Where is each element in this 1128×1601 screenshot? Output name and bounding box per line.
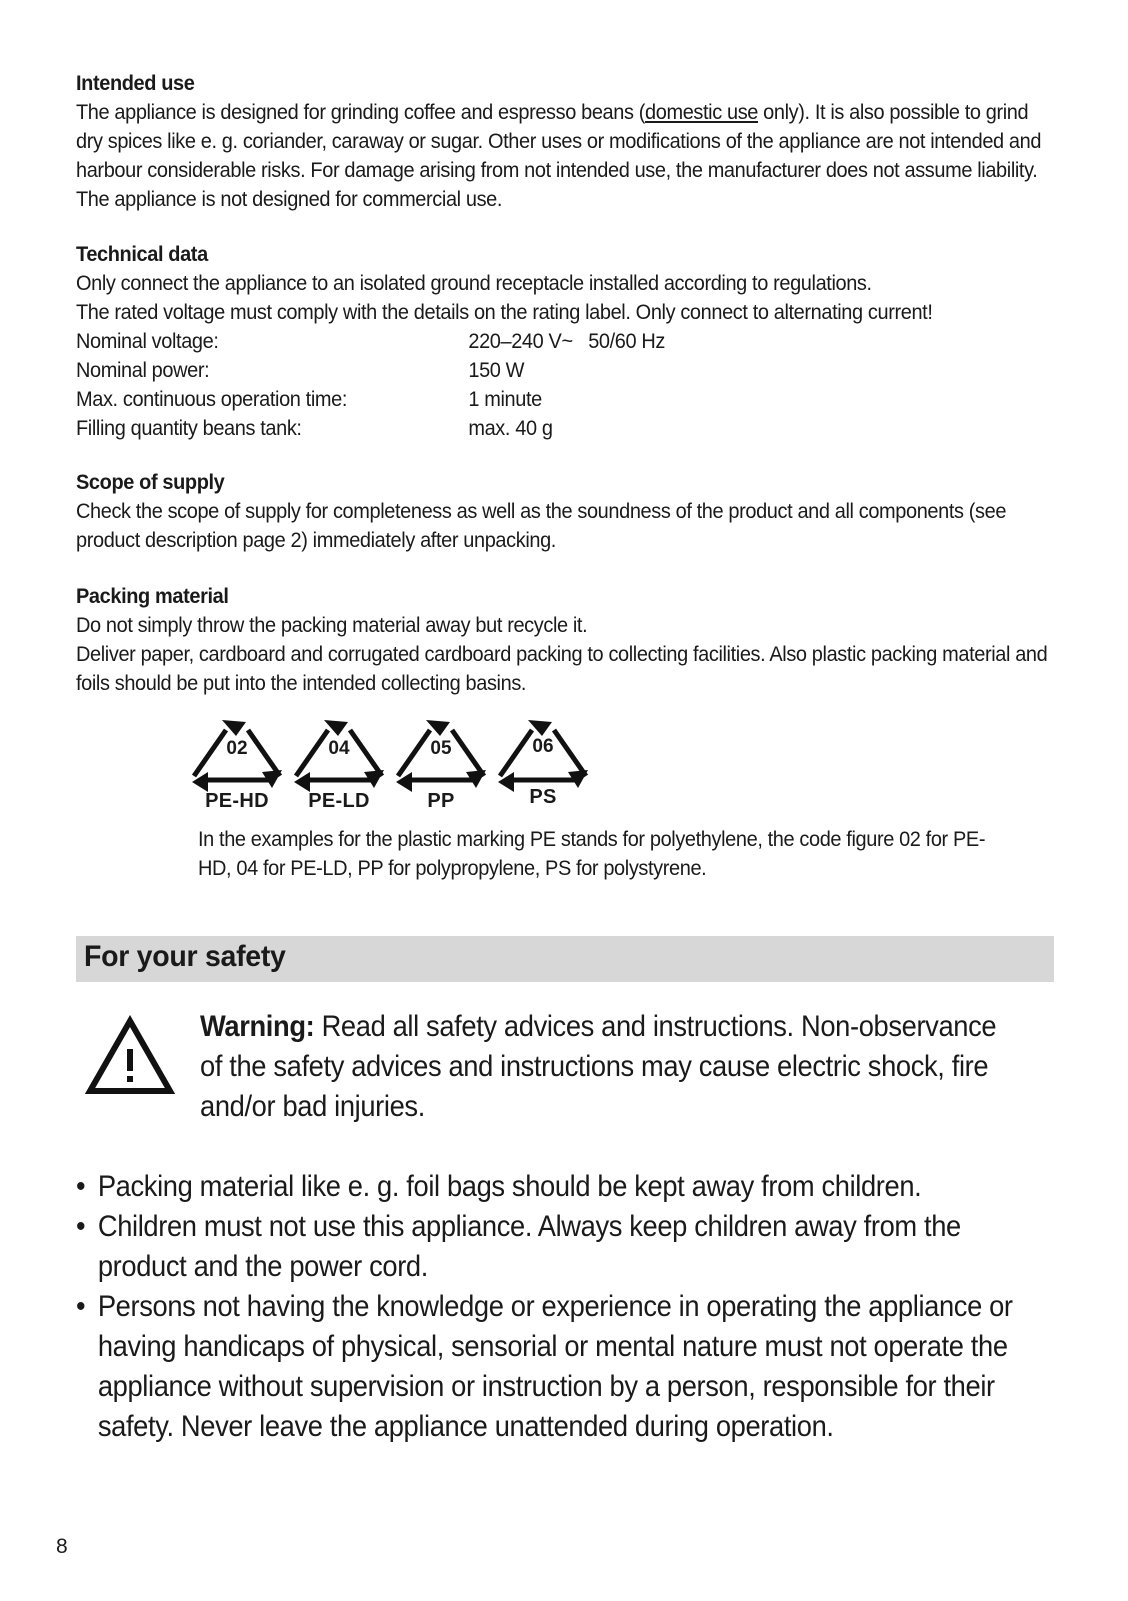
recycling-label: PE-HD: [205, 790, 269, 812]
bullet-marker: •: [76, 1290, 86, 1323]
scope-of-supply-heading: Scope of supply: [76, 471, 225, 494]
domestic-use-link: domestic use: [645, 101, 759, 124]
spec-label: Filling quantity beans tank:: [76, 417, 302, 440]
scope-of-supply-text: Check the scope of supply for completeness as well as the soundness of the product and all components (see product description page 2) immediately after unpacking.: [76, 500, 1007, 552]
recycling-symbol: [288, 716, 390, 816]
list-item-text: Packing material like e. g. foil bags should be kept away from children.: [97, 1170, 922, 1203]
recycling-symbol: [390, 716, 492, 816]
recycling-code: 04: [328, 738, 350, 759]
recycling-code: 06: [532, 736, 554, 757]
recycling-symbol: [186, 716, 288, 816]
warning-text: [200, 1007, 1019, 1127]
spec-value: max. 40 g: [468, 417, 553, 440]
safety-heading-band: [76, 936, 1054, 982]
technical-data-line1: Only connect the appliance to an isolated ground receptacle installed according to regulations.: [76, 272, 872, 295]
spec-row: [76, 414, 1056, 443]
recycling-caption: In the examples for the plastic marking PE stands for polyethylene, the code figure 02 for PE-HD, 04 for PE-LD, PP for polypropylene, PS for polystyrene.: [198, 828, 986, 880]
list-item: [76, 1287, 1041, 1447]
spec-row: [76, 327, 1056, 356]
list-item: [76, 1167, 1041, 1207]
warning-triangle-icon: [84, 1015, 176, 1097]
list-item: [76, 1207, 1041, 1287]
recycling-symbol: [492, 716, 594, 816]
technical-data-heading: Technical data: [76, 243, 208, 266]
spec-row: [76, 385, 1056, 414]
bullet-marker: •: [76, 1170, 86, 1203]
recycling-label: PS: [529, 786, 557, 808]
spec-value: 150 W: [468, 359, 525, 382]
intended-use-text-end: only). It is also possible to grind dry spices like e. g. coriander, caraway or sugar. Other uses or modifications of the appliance are not intended and harbour considerable risks. For damage arising from not intended use, the manufacturer does not assume liability. The appliance is not designed for commercial use.: [76, 101, 1042, 211]
spec-value: 1 minute: [468, 388, 542, 411]
bullet-marker: •: [76, 1210, 86, 1243]
spec-label: Max. continuous operation time:: [76, 388, 348, 411]
technical-data-line2: The rated voltage must comply with the details on the rating label. Only connect to alternating current!: [76, 301, 933, 324]
list-item-text: Persons not having the knowledge or experience in operating the appliance or having handicaps of physical, sensorial or mental nature must not operate the appliance without supervision or instruction by a person, responsible for their safety. Never leave the appliance unattended during operation.: [97, 1290, 1013, 1443]
scope-of-supply-section: [76, 468, 1056, 555]
spec-label: Nominal voltage:: [76, 330, 219, 353]
technical-data-section: [76, 240, 1056, 443]
packing-material-line1: Do not simply throw the packing material away but recycle it.: [76, 614, 588, 637]
intended-use-heading: Intended use: [76, 72, 195, 95]
packing-material-heading: Packing material: [76, 585, 229, 608]
intended-use-section: [76, 69, 1056, 214]
spec-value: 220–240 V~ 50/60 Hz: [468, 330, 666, 353]
list-item-text: Children must not use this appliance. Always keep children away from the product and the power cord.: [97, 1210, 961, 1283]
safety-heading: For your safety: [84, 940, 286, 973]
warning-body: Read all safety advices and instructions. Non-observance of the safety advices and instructions may cause electric shock, fire and/or bad injuries.: [200, 1010, 997, 1123]
recycling-label: PE-LD: [308, 790, 370, 812]
recycling-symbols: [186, 716, 594, 816]
packing-material-line2: Deliver paper, cardboard and corrugated cardboard packing to collecting facilities. Also plastic packing material and foils should be put into the intended collecting basins.: [76, 643, 1048, 695]
packing-material-section: [76, 582, 1056, 698]
recycling-code: 02: [226, 738, 248, 759]
recycling-code: 05: [430, 738, 452, 759]
intended-use-text-start: The appliance is designed for grinding coffee and espresso beans (: [76, 101, 646, 124]
recycling-label: PP: [427, 790, 455, 812]
spec-row: [76, 356, 1056, 385]
spec-label: Nominal power:: [76, 359, 210, 382]
page-number: 8: [56, 1535, 68, 1558]
warning-label: Warning:: [200, 1010, 315, 1043]
intended-use-text: [76, 98, 1056, 214]
safety-bullets: [76, 1167, 1041, 1447]
